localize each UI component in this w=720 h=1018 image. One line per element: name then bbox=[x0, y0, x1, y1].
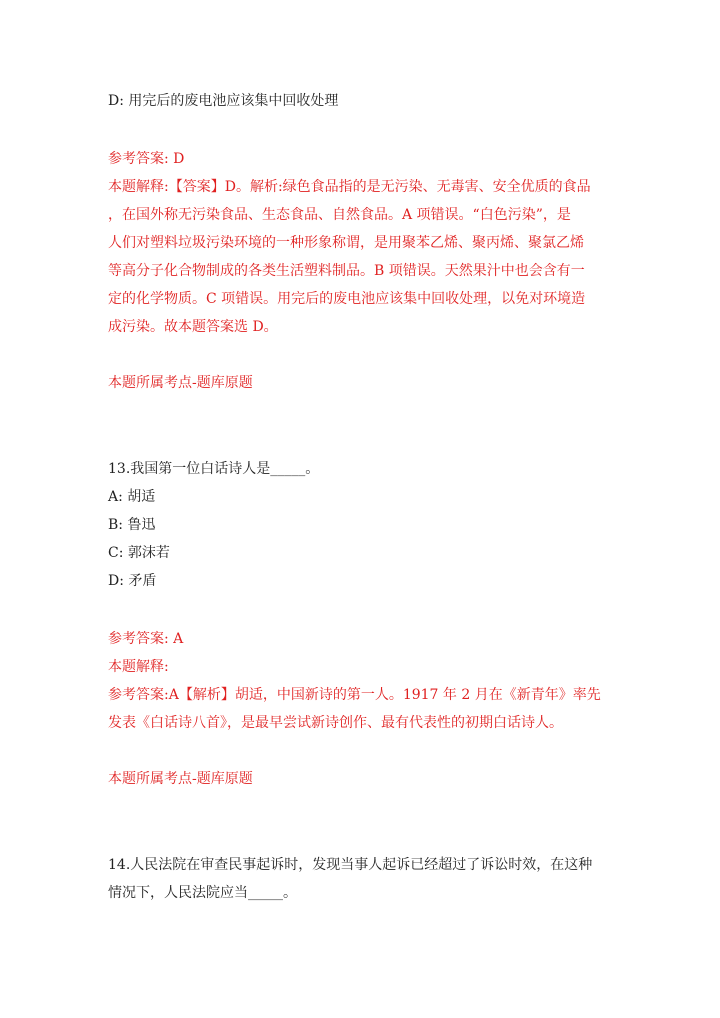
q12-explanation-line-6: 成污染。故本题答案选 D。 bbox=[108, 319, 278, 335]
q12-explanation-line-1: 本题解释:【答案】D。解析:绿色食品指的是无污染、无毒害、安全优质的食品 bbox=[108, 179, 591, 195]
q13-explanation-line-2: 发表《白话诗八首》，是最早尝试新诗创作、最有代表性的初期白话诗人。 bbox=[108, 715, 563, 731]
q12-explanation-line-5: 定的化学物质。C 项错误。用完后的废电池应该集中回收处理，以免对环境造 bbox=[108, 291, 586, 307]
q13-question: 13.我国第一位白话诗人是_____。 bbox=[108, 461, 320, 477]
q13-explanation-label: 本题解释: bbox=[108, 659, 169, 675]
q12-topic: 本题所属考点-题库原题 bbox=[108, 375, 253, 391]
q14-question-line-1: 14.人民法院在审查民事起诉时，发现当事人起诉已经超过了诉讼时效，在这种 bbox=[108, 857, 593, 873]
q12-answer: 参考答案: D bbox=[108, 151, 185, 167]
q12-explanation-line-4: 等高分子化合物制成的各类生活塑料制品。B 项错误。天然果汁中也会含有一 bbox=[108, 263, 585, 279]
q13-option-d: D: 矛盾 bbox=[108, 573, 157, 589]
q13-option-a: A: 胡适 bbox=[108, 489, 156, 505]
q13-topic: 本题所属考点-题库原题 bbox=[108, 771, 253, 787]
q13-option-c: C: 郭沫若 bbox=[108, 545, 170, 561]
q13-explanation-line-1: 参考答案:A【解析】胡适，中国新诗的第一人。1917 年 2 月在《新青年》率先 bbox=[108, 687, 601, 703]
q12-explanation-line-3: 人们对塑料垃圾污染环境的一种形象称谓，是用聚苯乙烯、聚丙烯、聚氯乙烯 bbox=[108, 235, 584, 251]
q12-explanation-line-2: ，在国外称无污染食品、生态食品、自然食品。A 项错误。“白色污染”，是 bbox=[108, 207, 571, 223]
q13-option-b: B: 鲁迅 bbox=[108, 517, 156, 533]
q14-question-line-2: 情况下，人民法院应当_____。 bbox=[108, 885, 297, 901]
q13-answer: 参考答案: A bbox=[108, 631, 184, 647]
q12-option-d: D: 用完后的废电池应该集中回收处理 bbox=[108, 93, 339, 109]
